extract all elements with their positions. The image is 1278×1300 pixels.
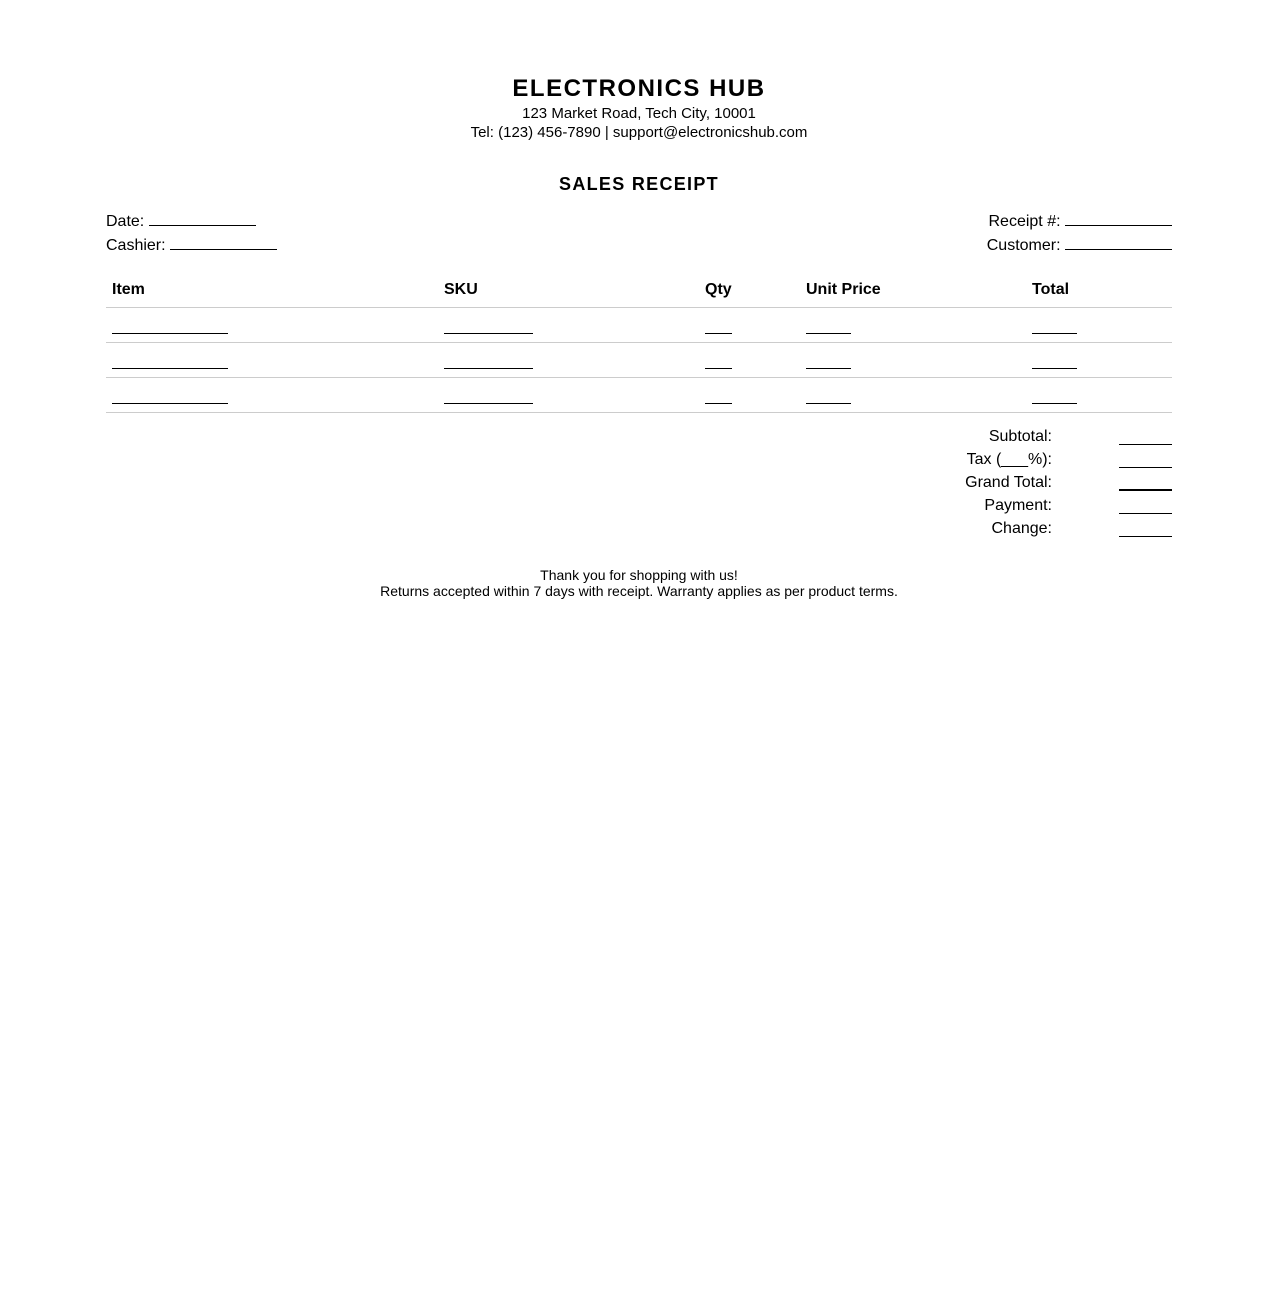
total-blank <box>1032 402 1077 404</box>
cashier-blank <box>170 235 277 250</box>
payment-row <box>965 493 1172 516</box>
subtotal-row <box>965 424 1172 447</box>
return-policy: Returns accepted within 7 days with receipt. Warranty applies as per product terms. <box>380 583 898 599</box>
qty-blank <box>705 367 732 369</box>
date-row <box>106 210 277 234</box>
grand-total-label: Grand Total: <box>965 474 1052 491</box>
unit-price-cell <box>800 378 1026 413</box>
receipt-footer <box>0 567 1278 599</box>
qty-blank <box>705 402 732 404</box>
total-cell <box>1026 378 1172 413</box>
tax-label: Tax (___%): <box>966 451 1052 468</box>
column-header-sku: SKU <box>438 273 699 308</box>
totals-section <box>965 424 1172 539</box>
grand-total-row <box>965 470 1172 493</box>
store-header <box>0 74 1278 142</box>
table-row <box>106 343 1172 378</box>
customer-row <box>987 234 1172 258</box>
table-header-row <box>106 273 1172 308</box>
sku-blank <box>444 332 533 334</box>
qty-cell <box>699 378 800 413</box>
store-name: ELECTRONICS HUB <box>512 75 766 102</box>
table-row <box>106 378 1172 413</box>
change-row <box>965 516 1172 539</box>
meta-left <box>106 210 277 258</box>
total-cell <box>1026 343 1172 378</box>
cashier-label: Cashier: <box>106 237 166 254</box>
item-cell <box>106 378 438 413</box>
receipt-number-row <box>987 210 1172 234</box>
cashier-row <box>106 234 277 258</box>
column-header-total: Total <box>1026 273 1172 308</box>
column-header-unit-price: Unit Price <box>800 273 1026 308</box>
item-cell <box>106 343 438 378</box>
column-header-qty: Qty <box>699 273 800 308</box>
table-row <box>106 308 1172 343</box>
sku-cell <box>438 378 699 413</box>
item-cell <box>106 308 438 343</box>
qty-cell <box>699 343 800 378</box>
date-label: Date: <box>106 213 145 230</box>
total-blank <box>1032 367 1077 369</box>
item-blank <box>112 367 228 369</box>
sku-blank <box>444 402 533 404</box>
receipt-number-blank <box>1065 211 1172 226</box>
date-blank <box>149 211 256 226</box>
unit-price-cell <box>800 308 1026 343</box>
unit-price-cell <box>800 343 1026 378</box>
thank-you-message: Thank you for shopping with us! <box>540 567 738 583</box>
unit-price-blank <box>806 402 851 404</box>
tax-row <box>965 447 1172 470</box>
qty-blank <box>705 332 732 334</box>
column-header-item: Item <box>106 273 438 308</box>
grand-total-blank <box>1119 489 1172 491</box>
sku-blank <box>444 367 533 369</box>
subtotal-blank <box>1119 444 1172 445</box>
item-blank <box>112 402 228 404</box>
tax-blank <box>1119 467 1172 468</box>
change-label: Change: <box>991 520 1052 537</box>
subtotal-label: Subtotal: <box>988 428 1052 445</box>
unit-price-blank <box>806 367 851 369</box>
item-blank <box>112 332 228 334</box>
unit-price-blank <box>806 332 851 334</box>
qty-cell <box>699 308 800 343</box>
total-cell <box>1026 308 1172 343</box>
customer-blank <box>1065 235 1172 250</box>
sku-cell <box>438 343 699 378</box>
payment-label: Payment: <box>984 497 1052 514</box>
payment-blank <box>1119 513 1172 514</box>
change-blank <box>1119 536 1172 537</box>
store-address: 123 Market Road, Tech City, 10001 <box>522 105 756 122</box>
receipt-number-label: Receipt #: <box>988 213 1061 230</box>
meta-right <box>987 210 1172 258</box>
items-table <box>106 273 1172 413</box>
document-title: SALES RECEIPT <box>559 174 719 194</box>
store-contact: Tel: (123) 456-7890 | support@electronicshub.com <box>470 124 808 141</box>
total-blank <box>1032 332 1077 334</box>
customer-label: Customer: <box>986 237 1061 254</box>
sku-cell <box>438 308 699 343</box>
